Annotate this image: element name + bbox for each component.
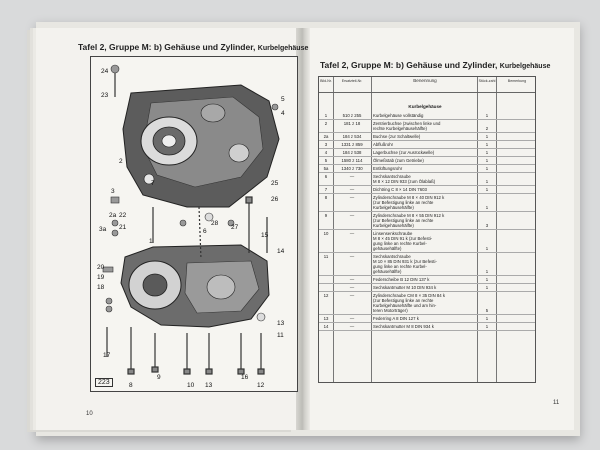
row-benennung: Sechskantmutter M 8 DIN 934 k [373,324,434,329]
row-benennung: Zylinderschraube M 8 × 40 DIN 912 k [373,195,445,200]
row-benennung: Zylinderschraube CM 8 × 35 DIN 84 k [373,293,446,298]
row-benennung: M 8 × 12 DIN 933 (zum Ölablaß) [373,179,436,184]
callout-label: 20 [97,264,105,271]
callout-label: 2 [119,158,123,165]
row-ersatzteil-nr: 1331 z 859 [341,142,363,147]
header-bild-nr: Bild-Nr. [320,79,332,83]
book-gutter [296,28,310,430]
row-divider [319,211,535,212]
row-divider [319,314,535,315]
row-benennung: Dichtring C 8 × 14 DIN 7603 [373,187,427,192]
row-benennung: gehäusehälfte) [373,269,402,274]
left-title-small: Kurbelgehäuse [257,45,309,52]
row-bild-nr: 7 [324,187,328,192]
row-ersatzteil-nr: 184 z 534 [342,134,362,139]
row-ersatzteil-nr: — [349,231,355,236]
row-benennung: Kurbelgehäusehälfte) [373,205,414,210]
parts-table [318,76,536,383]
row-benennung: gung linke an rechte Kurbel- [373,264,427,269]
row-divider [319,172,535,173]
row-divider [319,185,535,186]
row-bild-nr: 5 [324,158,328,163]
row-stueckzahl: 5 [485,308,489,313]
row-divider [319,119,535,120]
row-ersatzteil-nr: — [349,174,355,179]
callout-label: 28 [211,220,219,227]
callout-label: 15 [261,232,269,239]
row-benennung: Kurbelgehäusehälfte) [373,223,414,228]
row-benennung: Federring A 8 DIN 127 k [373,316,419,321]
callout-label: 27 [231,224,239,231]
row-bild-nr: 1 [324,113,328,118]
row-divider [319,140,535,141]
row-ersatzteil-nr: 510 z 255 [342,113,362,118]
row-bild-nr: 8 [324,195,328,200]
left-page-title [78,42,308,52]
row-stueckzahl: 1 [485,316,489,321]
right-title-small: Kurbelgehäuse [499,63,551,70]
callout-label: 6 [203,228,207,235]
row-ersatzteil-nr: — [349,285,355,290]
callout-label: 19 [97,274,105,281]
row-ersatzteil-nr: — [349,324,355,329]
row-benennung: Linsensenkschraube [373,231,413,236]
row-stueckzahl: 1 [485,324,489,329]
row-stueckzahl: 1 [485,187,489,192]
row-bild-nr: 9 [324,213,328,218]
right-title-main: Tafel 2, Gruppe M: b) Gehäuse und Zylinder, [320,60,500,70]
row-ersatzteil-nr: — [349,254,355,259]
row-bild-nr: 10 [323,231,329,236]
callout-label: 12 [257,382,265,389]
callout-label: 11 [277,332,284,339]
row-divider [319,252,535,253]
row-benennung: teren Motorträger) [373,308,408,313]
row-stueckzahl: 1 [485,166,489,171]
row-divider [319,193,535,194]
row-divider [319,283,535,284]
callout-label: 1 [149,238,153,245]
upper-crankcase-half [123,85,279,207]
row-ersatzteil-nr: 1340 z 730 [341,166,363,171]
row-ersatzteil-nr: — [349,293,355,298]
callout-label: 13 [205,382,213,389]
row-stueckzahl: 2 [485,126,489,131]
callout-label: 2a [109,212,117,219]
row-bild-nr: 2 [324,121,328,126]
callout-label: 21 [119,224,127,231]
row-ersatzteil-nr: 1580 z 114 [341,158,363,163]
row-benennung: M 8 × 45 DIN 91 k (zur Befesti- [373,236,433,241]
row-stueckzahl: 1 [485,113,489,118]
row-benennung: (zur Befestigung linke an rechte [373,200,434,205]
row-bild-nr: 6 [324,174,328,179]
callout-label: 7 [151,180,155,187]
row-divider [319,229,535,230]
row-benennung: Sechskantmutter M 10 DIN 934 k [373,285,437,290]
row-stueckzahl: 1 [485,269,489,274]
callout-label: 10 [187,382,195,389]
row-benennung: (zur Befestigung linke an rechte [373,218,434,223]
row-divider [319,330,535,331]
row-benennung: Zentrierbuchse (zwischen linke und [373,121,441,126]
row-stueckzahl: 1 [485,285,489,290]
left-page-number: 10 [86,411,93,417]
row-bild-nr: 4 [324,150,328,155]
row-benennung: Entlüftungsrohr [373,166,403,171]
row-benennung: Sechskantschraube [373,174,411,179]
row-ersatzteil-nr: 184 z 538 [342,150,362,155]
lower-crankcase-half [121,245,269,327]
row-stueckzahl: 3 [485,223,489,228]
plate-number: 223 [95,378,113,387]
row-stueckzahl: 1 [485,277,489,282]
row-bild-nr: 3 [324,142,328,147]
callout-label: 13 [277,320,285,327]
row-benennung: Buchse (zur Schaltwelle) [373,134,421,139]
callout-label: 3a [99,226,107,233]
row-stueckzahl: 1 [485,179,489,184]
row-ersatzteil-nr: — [349,213,355,218]
header-ersatzteil-nr: Ersatzteil-Nr. [341,79,363,83]
row-benennung: gung linke an rechte Kurbel- [373,241,427,246]
callout-label: 8 [129,382,133,389]
row-benennung: Kurbelgehäuse vollständig [373,113,424,118]
callout-label: 14 [277,248,285,255]
row-benennung: M 10 × 85 DIN 931 k (zur Befesti- [373,259,437,264]
callout-label: 4 [281,110,285,117]
callout-label: 9 [157,374,161,381]
row-stueckzahl: 1 [485,134,489,139]
header-divider [319,92,535,93]
header-bemerkung: Bemerkung [507,79,527,83]
header-stueckzahl: Stück-zahl [478,79,496,83]
callout-label: 24 [101,68,109,75]
section-heading: Kurbelgehäuse [408,104,442,109]
callout-label: 22 [119,212,127,219]
row-divider [319,275,535,276]
row-benennung: Abflußrohr [373,142,394,147]
exploded-parts-diagram [90,56,298,392]
row-bild-nr: 5a [323,166,329,171]
callout-label: 5 [281,96,285,103]
row-benennung: Zylinderschraube M 8 × 55 DIN 912 k [373,213,445,218]
row-divider [319,156,535,157]
row-benennung: (zur Befestigung linke an rechte [373,298,434,303]
row-bild-nr: 14 [323,324,329,329]
callout-label: 17 [103,352,111,359]
callout-label: 23 [101,92,109,99]
row-benennung: gehäusehälfte) [373,246,402,251]
row-bild-nr: 13 [323,316,329,321]
callout-label: 25 [271,180,279,187]
row-stueckzahl: 1 [485,142,489,147]
row-ersatzteil-nr: — [349,195,355,200]
row-stueckzahl: 1 [485,246,489,251]
row-divider [319,132,535,133]
row-benennung: rechte Kurbelgehäusehälfte) [373,126,427,131]
row-divider [319,291,535,292]
callout-label: 16 [241,374,249,381]
row-ersatzteil-nr: 181 z 18 [343,121,361,126]
row-divider [319,164,535,165]
header-benennung: Benennung [413,78,437,83]
callout-label: 26 [271,196,279,203]
row-benennung: Kurbelgehäusehälfte und am hin- [373,303,437,308]
right-page-number: 11 [553,400,560,406]
row-stueckzahl: 1 [485,158,489,163]
row-bild-nr: 11 [323,254,329,259]
row-benennung: Lagerbuchse (zur Ausrückwelle) [373,150,435,155]
row-bild-nr: 2a [323,134,329,139]
diagram-drawing [91,57,297,391]
row-ersatzteil-nr: — [349,277,355,282]
row-benennung: Sechskantschraube [373,254,411,259]
callout-label: 3 [111,188,115,195]
right-page-title [320,60,550,70]
row-divider [319,322,535,323]
row-benennung: Federscheibe B 12 DIN 137 k [373,277,430,282]
row-divider [319,148,535,149]
row-benennung: Ölmeßstab (zum Getriebe) [373,158,424,163]
row-ersatzteil-nr: — [349,316,355,321]
row-stueckzahl: 1 [485,150,489,155]
row-bild-nr: 12 [323,293,329,298]
left-title-main: Tafel 2, Gruppe M: b) Gehäuse und Zylinder, [78,42,258,52]
row-stueckzahl: 1 [485,205,489,210]
callout-label: 18 [97,284,105,291]
row-ersatzteil-nr: — [349,187,355,192]
